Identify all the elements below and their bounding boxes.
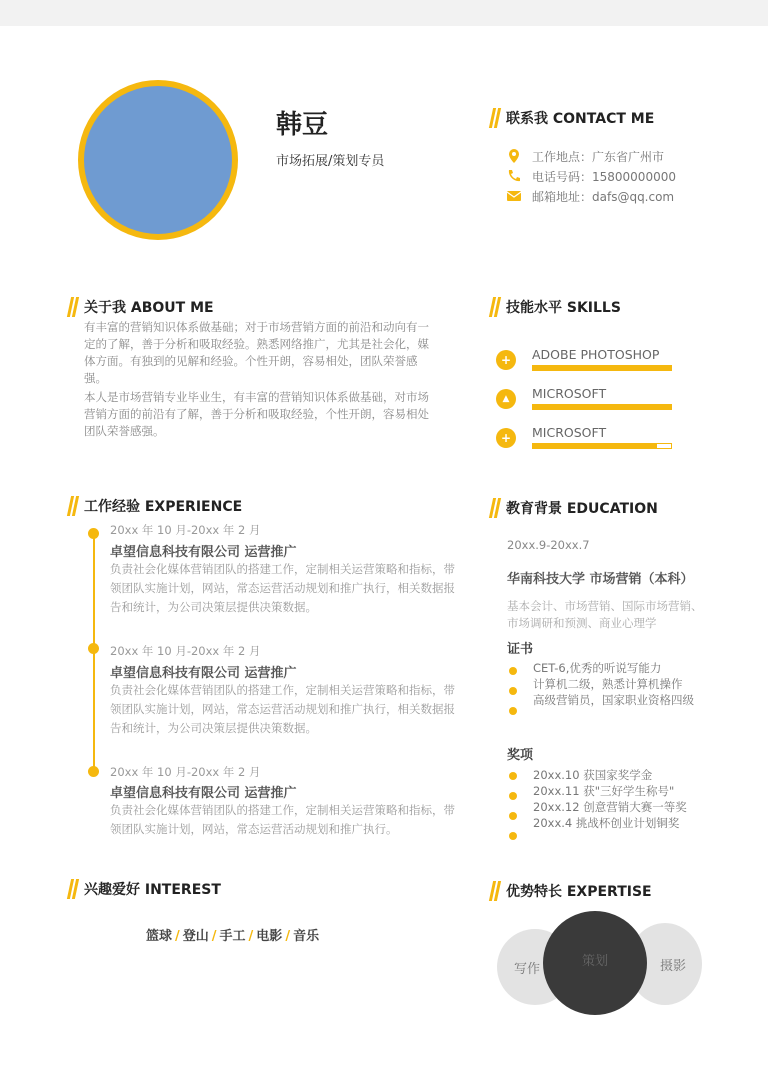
phone-icon: [506, 168, 522, 184]
skill-progress-bar: [532, 404, 672, 410]
experience-date: 20xx 年 10 月-20xx 年 2 月: [110, 765, 261, 779]
education-title-text: 教育背景 EDUCATION: [506, 501, 658, 517]
bullet-dot: [509, 687, 517, 695]
bullet-dot: [509, 812, 517, 820]
plus-icon: +: [496, 350, 516, 370]
skill-name: MICROSOFT: [532, 425, 607, 440]
bullet-dot: [509, 832, 517, 840]
experience-company: 卓望信息科技有限公司 运营推广: [110, 666, 297, 681]
bullet-dot: [509, 792, 517, 800]
awards-list: [533, 767, 687, 831]
skill-item: [496, 347, 670, 371]
skill-progress-fill: [533, 444, 657, 448]
award-item: 20xx.4 挑战杯创业计划铜奖: [533, 816, 680, 830]
separator: /: [211, 929, 217, 944]
award-item: 20xx.11 获"三好学生称号": [533, 784, 675, 798]
contact-phone-text: 电话号码：15800000000: [532, 169, 676, 184]
title-bars-icon: [490, 108, 500, 128]
skill-progress-fill: [533, 405, 671, 409]
triangle-icon: ▲: [496, 389, 516, 409]
expertise-title-text: 优势特长 EXPERTISE: [506, 884, 652, 900]
separator: /: [285, 929, 291, 944]
expertise-section-title: [490, 881, 652, 901]
skill-name: MICROSOFT: [532, 386, 607, 401]
contact-location: [506, 146, 676, 166]
plus-icon: +: [496, 428, 516, 448]
bullet-dot: [509, 707, 517, 715]
education-courses: 基本会计、市场营销、国际市场营销、市场调研和预测、商业心理学: [507, 599, 703, 630]
skills-title-text: 技能水平 SKILLS: [506, 300, 621, 316]
about-section-title: [68, 297, 214, 317]
interest-item: 登山: [182, 929, 209, 944]
skill-name: ADOBE PHOTOSHOP: [532, 347, 660, 362]
title-bars-icon: [68, 496, 78, 516]
expertise-label: 写作: [513, 961, 540, 977]
skill-item: [496, 425, 670, 449]
skill-progress-fill: [533, 366, 671, 370]
contact-email: [506, 186, 676, 206]
interest-item: 电影: [256, 929, 283, 944]
about-paragraph-1: 有丰富的营销知识体系做基础；对于市场营销方面的前沿和动向有一定的了解，善于分析和吸取经验。熟悉网络推广，尤其是社会化，媒体方面。有独到的见解和经验。个性开朗，容易相处，团队荣誉感强。: [84, 320, 429, 385]
experience-section-title: [68, 496, 242, 516]
timeline-dot: [88, 528, 99, 539]
contact-email-text: 邮箱地址：dafs@qq.com: [532, 189, 675, 204]
timeline-dot: [88, 766, 99, 777]
interest-item: 音乐: [293, 929, 320, 944]
skills-section-title: [490, 297, 621, 317]
certificates-title: 证书: [507, 642, 534, 657]
avatar: [78, 80, 238, 240]
experience-company: 卓望信息科技有限公司 运营推广: [110, 545, 297, 560]
title-bars-icon: [490, 297, 500, 317]
timeline-line: [93, 534, 95, 774]
experience-description: 负责社会化媒体营销团队的搭建工作，定制相关运营策略和指标，带领团队实施计划，网站，常态运营活动规划和推广执行，相关数据报告和统计，为公司决策层提供决策数据。: [110, 562, 455, 614]
about-title-text: 关于我 ABOUT ME: [84, 300, 214, 316]
experience-date: 20xx 年 10 月-20xx 年 2 月: [110, 523, 261, 537]
separator: /: [175, 929, 180, 944]
separator: /: [248, 929, 254, 944]
timeline-dot: [88, 643, 99, 654]
experience-company: 卓望信息科技有限公司 运营推广: [110, 786, 297, 801]
location-pin-icon: [506, 148, 522, 164]
award-item: 20xx.12 创意营销大赛一等奖: [533, 800, 687, 814]
skill-progress-bar: [532, 365, 672, 371]
awards-title: 奖项: [507, 748, 534, 763]
contact-list: [506, 146, 676, 206]
mail-icon: [506, 188, 522, 204]
interest-item: 篮球: [146, 929, 173, 944]
certificate-item: 计算机二级，熟悉计算机操作: [533, 677, 683, 691]
contact-phone: [506, 166, 676, 186]
skill-progress-bar: [532, 443, 672, 449]
profile-name: 韩豆: [276, 110, 329, 140]
certificate-item: 高级营销员，国家职业资格四级: [533, 693, 694, 707]
title-bars-icon: [490, 498, 500, 518]
contact-section-title: [490, 108, 654, 128]
award-item: 20xx.10 获国家奖学金: [533, 768, 653, 782]
top-bar: [0, 0, 768, 26]
education-section-title: [490, 498, 658, 518]
expertise-label: 策划: [581, 953, 608, 969]
education-school: 华南科技大学 市场营销（本科）: [507, 572, 694, 587]
experience-date: 20xx 年 10 月-20xx 年 2 月: [110, 644, 261, 658]
certificates-list: [533, 660, 694, 708]
bullet-dot: [509, 772, 517, 780]
interest-item: 手工: [219, 929, 246, 944]
experience-description: 负责社会化媒体营销团队的搭建工作，定制相关运营策略和指标，带领团队实施计划，网站，常态运营活动规划和推广执行，相关数据报告和统计，为公司决策层提供决策数据。: [110, 683, 455, 735]
bullet-dot: [509, 667, 517, 675]
interest-list: [146, 925, 319, 944]
experience-description: 负责社会化媒体营销团队的搭建工作，定制相关运营策略和指标，带领团队实施计划，网站，常态运营活动规划和推广执行。: [110, 803, 455, 836]
interest-section-title: [68, 879, 221, 899]
contact-location-text: 工作地点：广东省广州市: [532, 149, 665, 164]
title-bars-icon: [68, 297, 78, 317]
title-bars-icon: [68, 879, 78, 899]
skill-item: [496, 386, 670, 410]
profile-role: 市场拓展/策划专员: [276, 154, 385, 169]
title-bars-icon: [490, 881, 500, 901]
experience-title-text: 工作经验 EXPERIENCE: [84, 499, 243, 515]
certificate-item: CET-6,优秀的听说写能力: [533, 661, 662, 675]
about-paragraph-2: 本人是市场营销专业毕业生，有丰富的营销知识体系做基础，对市场营销方面的前沿有了解，善于分析和吸取经验，个性开朗，容易相处团队荣誉感强。: [84, 390, 429, 438]
education-date: 20xx.9-20xx.7: [507, 538, 590, 552]
expertise-label: 摄影: [659, 958, 686, 974]
expertise-circle-planning: [543, 911, 647, 1015]
interest-title-text: 兴趣爱好 INTEREST: [84, 882, 221, 898]
contact-title-text: 联系我 CONTACT ME: [506, 111, 655, 127]
